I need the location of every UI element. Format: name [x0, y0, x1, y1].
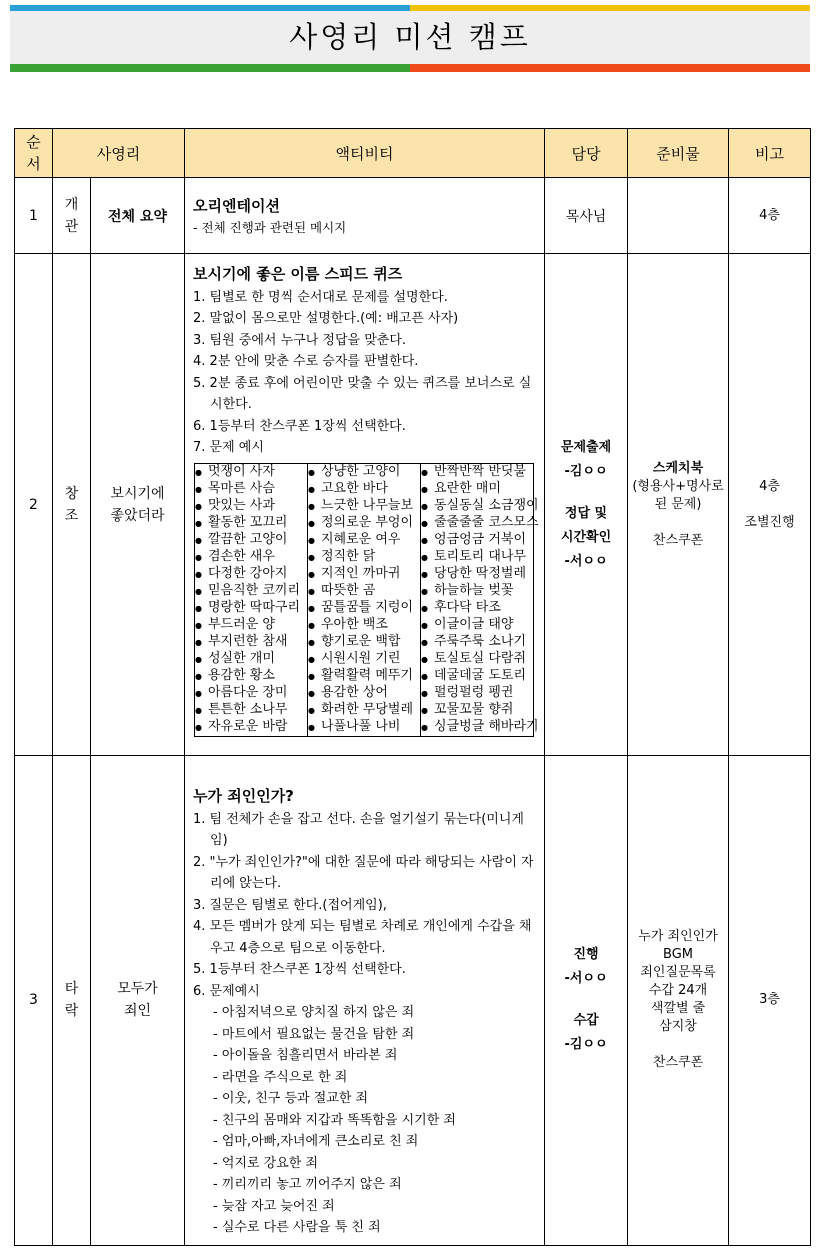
example-item: ● 후다닥 타조	[421, 600, 533, 617]
example-item: ● 믿음직한 코끼리	[195, 583, 307, 600]
example-item: ● 동실동실 소금쟁이	[421, 498, 533, 515]
note-cell: 4층 조별진행	[729, 254, 811, 756]
example-column	[308, 463, 421, 736]
note-cell: 3층	[729, 756, 811, 1246]
example-item: ● 다정한 강아지	[195, 566, 307, 583]
example-item: ● 토실토실 다람쥐	[421, 651, 533, 668]
row-topic: 전체 요약	[91, 178, 185, 254]
example-item: ● 아름다운 장미	[195, 685, 307, 702]
activity-title: 오리엔테이션	[193, 196, 280, 215]
header-row	[15, 129, 811, 178]
owner-cell: 진행 -서ㅇㅇ 수갑 -김ㅇㅇ	[545, 756, 628, 1246]
example-item: ● 꼬물꼬물 향쥐	[421, 702, 533, 719]
activity-desc: - 전체 진행과 관련된 메시지	[193, 219, 347, 235]
example-item: ● 하늘하늘 벚꽃	[421, 583, 533, 600]
activity-steps: 1. 팀 전체가 손을 잡고 선다. 손을 얼기설기 묶는다(미니게임) 2. "누가 죄인인가?"에 대한 질문에 따라 해당되는 사람이 자리에 앉는다. 3. 질문은 팀별로 한다.(접어게임), 4. 모든 멤버가 앉게 되는 팀별로 차례로 개인에게 수갑을 채우고 4층으로 팀으로 이동한다. 5. 1등부터 찬스쿠폰 1장씩 선택한다. 6. 문제예시	[193, 811, 534, 999]
owner-cell: 목사님	[545, 178, 628, 254]
row-topic: 보시기에 좋았더라	[91, 254, 185, 756]
example-item: ● 목마른 사슴	[195, 481, 307, 498]
example-item: ● 정의로운 부엉이	[308, 515, 420, 532]
example-grid	[194, 463, 539, 737]
table-row	[15, 756, 811, 1246]
example-item: ● 줄줄줄줄 코스모스	[421, 515, 533, 532]
table-row	[15, 254, 811, 756]
activity-cell	[185, 254, 545, 756]
header-note: 비고	[729, 129, 811, 178]
activity-title: 보시기에 좋은 이름 스피드 퀴즈	[193, 265, 403, 283]
activity-steps: 1. 팀별로 한 명씩 순서대로 문제를 설명한다. 2. 말없이 몸으로만 설명한다.(예: 배고픈 사자) 3. 팀원 중에서 누구나 정답을 맞춘다. 4. 2분 안에 맞춘 수로 승자를 판별한다. 5. 2분 종료 후에 어린이만 맞출 수 있는 퀴즈를 보너스로 실시한다. 6. 1등부터 찬스쿠폰 1장씩 선택한다. 7. 문제 예시	[193, 289, 532, 455]
example-item: ● 향기로운 백합	[308, 634, 420, 651]
example-item: ● 이글이글 태양	[421, 617, 533, 634]
example-item: ● 상냥한 고양이	[308, 464, 420, 481]
example-item: ● 튼튼한 소나무	[195, 702, 307, 719]
example-item: ● 맛있는 사과	[195, 498, 307, 515]
row-part: 창조	[53, 254, 91, 756]
example-item: ● 반짝반짝 반딧불	[421, 464, 533, 481]
example-item: ● 토리토리 대나무	[421, 549, 533, 566]
bottom-color-bar	[10, 64, 810, 72]
example-item: ● 엉금엉금 거북이	[421, 532, 533, 549]
table-row	[15, 178, 811, 254]
owner-cell: 문제출제 -김ㅇㅇ 정답 및 시간확인 -서ㅇㅇ	[545, 254, 628, 756]
example-item: ● 활력활력 메뚜기	[308, 668, 420, 685]
example-item: ● 멋쟁이 사자	[195, 464, 307, 481]
activity-cell	[185, 178, 545, 254]
example-item: ● 자유로운 바람	[195, 719, 307, 736]
example-item: ● 주룩주룩 소나기	[421, 634, 533, 651]
example-item: ● 정직한 닭	[308, 549, 420, 566]
example-item: ● 느긋한 나무늘보	[308, 498, 420, 515]
example-item: ● 당당한 딱정벌레	[421, 566, 533, 583]
schedule-table	[14, 128, 811, 1246]
example-item: ● 성실한 개미	[195, 651, 307, 668]
example-item: ● 따뜻한 곰	[308, 583, 420, 600]
row-part: 개관	[53, 178, 91, 254]
example-item: ● 싱글벙글 해바라기	[421, 719, 533, 736]
example-item: ● 시원시원 기린	[308, 651, 420, 668]
activity-title: 누가 죄인인가?	[193, 787, 294, 805]
example-item: ● 깔끔한 고양이	[195, 532, 307, 549]
row-number: 2	[15, 254, 53, 756]
example-item: ● 나풀나풀 나비	[308, 719, 420, 736]
example-column	[195, 463, 308, 736]
example-item: ● 지적인 까마귀	[308, 566, 420, 583]
row-number: 1	[15, 178, 53, 254]
activity-cell	[185, 756, 545, 1246]
row-part: 타락	[53, 756, 91, 1246]
header-materials: 준비물	[628, 129, 729, 178]
row-topic: 모두가 죄인	[91, 756, 185, 1246]
example-item: ● 지혜로운 여우	[308, 532, 420, 549]
example-item: ● 활동한 꼬끄리	[195, 515, 307, 532]
header-category: 사영리	[53, 129, 185, 178]
row-number: 3	[15, 756, 53, 1246]
example-item: ● 고요한 바다	[308, 481, 420, 498]
example-item: ● 용감한 상어	[308, 685, 420, 702]
page-title: 사영리 미션 캠프	[289, 20, 531, 54]
header-order: 순서	[15, 129, 53, 178]
example-item: ● 꿈틀꿈틀 지렁이	[308, 600, 420, 617]
example-item: ● 데굴데굴 도토리	[421, 668, 533, 685]
example-item: ● 화려한 무당벌레	[308, 702, 420, 719]
example-item: ● 명랑한 딱따구리	[195, 600, 307, 617]
materials-cell	[628, 178, 729, 254]
example-item: ● 요란한 매미	[421, 481, 533, 498]
example-item: ● 겸손한 새우	[195, 549, 307, 566]
example-column	[421, 463, 539, 736]
materials-cell: 누가 죄인인가 BGM 죄인질문목록 수갑 24개 색깔별 줄 삼지창 찬스쿠폰	[628, 756, 729, 1246]
materials-cell: 스케치북 (형용사+명사로 된 문제) 찬스쿠폰	[628, 254, 729, 756]
sin-examples: - 아침저녁으로 양치질 하지 않은 죄 - 마트에서 필요없는 물건을 탐한 죄 - 아이돌을 침흘리면서 바라본 죄 - 라면을 주식으로 한 죄 - 이웃, 친구 등과 절교한 죄 - 친구의 몸매와 지갑과 똑똑함을 시기한 죄 - 엄마,아빠,자녀에게 큰소리로 친 죄 - 억지로 강요한 죄 - 끼리끼리 놓고 끼어주지 않은 죄 - 늦잠 자고 늦어진 죄 - 실수로 다른 사람을 툭 친 죄	[213, 1005, 456, 1235]
header-owner: 담당	[545, 129, 628, 178]
title-box	[10, 11, 810, 64]
example-item: ● 용감한 황소	[195, 668, 307, 685]
header-activity: 액티비티	[185, 129, 545, 178]
note-cell: 4층	[729, 178, 811, 254]
example-item: ● 부드러운 양	[195, 617, 307, 634]
example-item: ● 펄렁펄렁 펭귄	[421, 685, 533, 702]
example-item: ● 부지런한 참새	[195, 634, 307, 651]
example-item: ● 우아한 백조	[308, 617, 420, 634]
